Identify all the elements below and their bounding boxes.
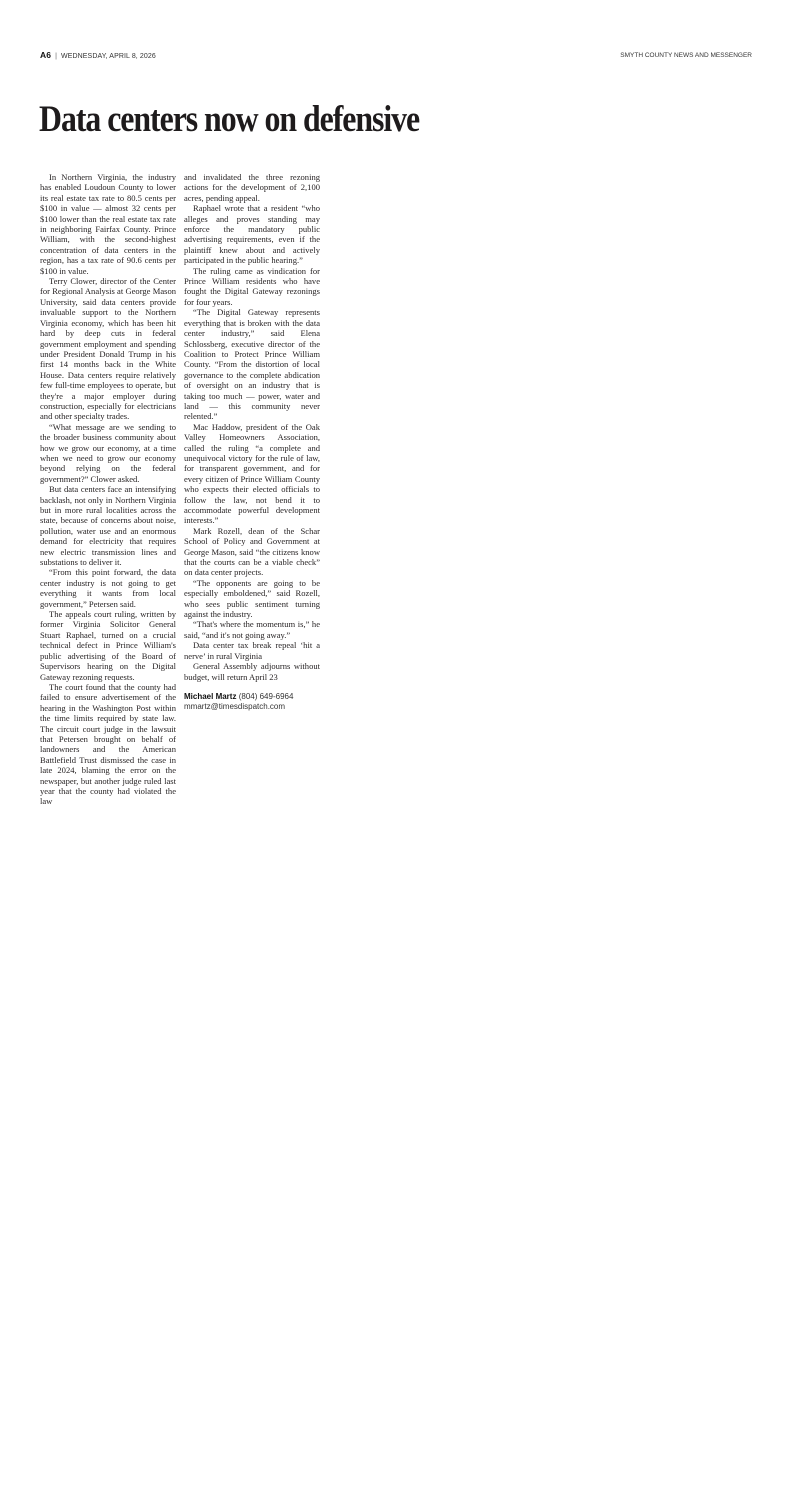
paragraph: Mac Haddow, president of the Oak Valley Homeowners Association, called the ruling “a complete and unequivocal victory for the rule of law, for transparent government, and for every citizen of Prince William County who expects their elected officials to follow the law, not bend it to accommodate powerful development interests.” — [184, 421, 320, 526]
folio-separator: | — [55, 53, 57, 60]
page-folio — [40, 50, 156, 60]
paragraph-continuation: and invalidated the three rezoning actions for the development of 2,100 acres, pending appeal. — [184, 172, 320, 203]
article-column-2 — [184, 172, 320, 713]
author-phone: (804) 649-6964 — [238, 691, 294, 701]
paragraph: “The opponents are going to be especially emboldened,” said Rozell, who sees public sentiment turning against the industry. — [184, 577, 320, 620]
article-headline: Data centers now on defensive — [39, 99, 420, 140]
related-link[interactable]: General Assembly adjourns without budget, will return April 23 — [184, 661, 320, 682]
paragraph: The court found that the county had failed to ensure advertisement of the hearing in the Washington Post within the time limits required by state law. The circuit court judge in the lawsuit that Petersen brought on behalf of landowners and the American Battlefield Trust dismissed the case in late 2024, blaming the error on the newspaper, but another judge ruled last year that the county had violated the law — [40, 681, 176, 807]
paragraph: “That's where the momentum is,” he said, “and it's not going away.” — [184, 619, 320, 640]
paragraph: “The Digital Gateway represents everything that is broken with the data center industry,” said Elena Schlossberg, executive director of the Coalition to Protect Prince William County. “From the distortion of local governance to the complete abdication of oversight on an industry that is taking too much — power, water and land — this community never relented.” — [184, 307, 320, 422]
author-name: Michael Martz — [184, 691, 237, 701]
paragraph: Terry Clower, director of the Center for Regional Analysis at George Mason University, said data centers provide invaluable support to the Northern Virginia economy, which has been hit hard by deep cuts in federal government employment and spending under President Donald Trump in his first 14 months back in the White House. Data centers require relatively few full-time employees to operate, but they're a major employer during construction, especially for electricians and other specialty trades. — [40, 276, 176, 422]
paragraph: The appeals court ruling, written by former Virginia Solicitor General Stuart Raphael, turned on a crucial technical defect in Prince William's public advertising of the Board of Supervisors hearing on the Digital Gateway rezoning requests. — [40, 609, 176, 682]
paragraph: In Northern Virginia, the industry has enabled Loudoun County to lower its real estate tax rate to 80.5 cents per $100 in value — almost 32 cents per $100 lower than the real estate tax rate in neighboring Fairfax County. Prince William, with the second-highest concentration of data centers in the region, has a tax rate of 90.6 cents per $100 in value. — [40, 172, 176, 276]
paragraph: But data centers face an intensifying backlash, not only in Northern Virginia but in more rural localities across the state, because of concerns about noise, pollution, water use and an enormous demand for electricity that requires new electric transmission lines and substations to deliver it. — [40, 484, 176, 568]
paragraph: “From this point forward, the data center industry is not going to get everything it wants from local government,” Petersen said. — [40, 567, 176, 609]
author-byline — [184, 692, 320, 713]
author-email[interactable]: mmartz@timesdispatch.com — [184, 702, 286, 712]
paragraph: Mark Rozell, dean of the Schar School of Policy and Government at George Mason, said “the citizens know that the courts can be a viable check” on data center projects. — [184, 525, 320, 578]
article-column-1 — [40, 172, 176, 807]
page-number: A6 — [40, 50, 52, 60]
paragraph: “What message are we sending to the broader business community about how we grow our economy, at a time when we need to grow our economy beyond relying on the federal government?” Clower asked. — [40, 421, 176, 484]
related-link[interactable]: Data center tax break repeal ‘hit a nerve’ in rural Virginia — [184, 640, 320, 661]
publication-name: SMYTH COUNTY NEWS AND MESSENGER — [620, 52, 752, 59]
paragraph: Raphael wrote that a resident “who alleges and proves standing may enforce the mandatory public advertising requirements, even if the plaintiff knew about and actively participated in the public hearing.” — [184, 203, 320, 266]
paragraph: The ruling came as vindication for Prince William residents who have fought the Digital Gateway rezonings for four years. — [184, 265, 320, 307]
issue-date: WEDNESDAY, APRIL 8, 2026 — [61, 53, 156, 60]
